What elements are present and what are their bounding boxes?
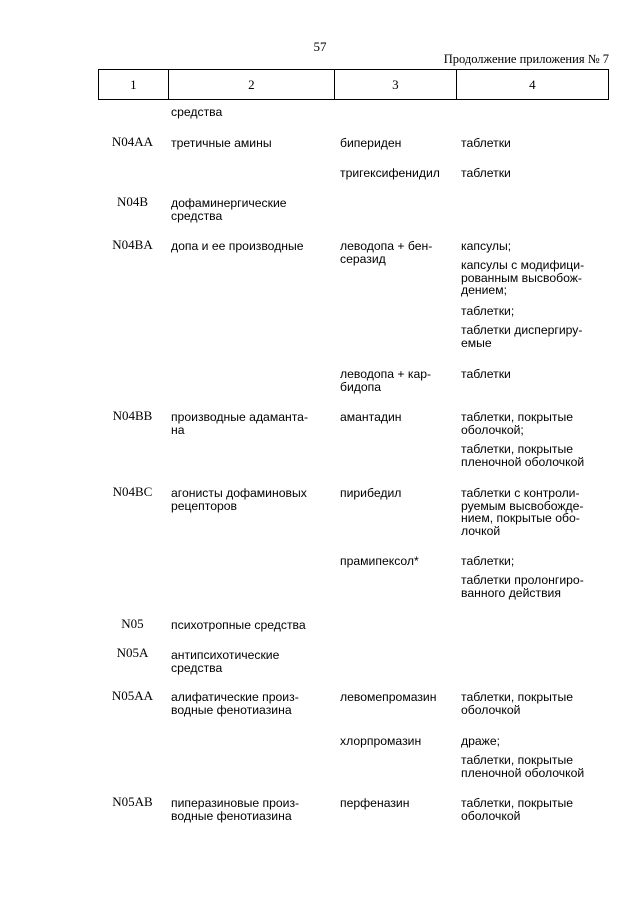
header-col-4: 4: [456, 70, 608, 99]
table-cell-drug: прамипексол*: [340, 554, 419, 568]
table-cell-form: таблетки;: [461, 554, 515, 568]
page-number: 57: [313, 39, 327, 54]
header-col-1: 1: [130, 76, 137, 92]
table-cell-code: N04B: [116, 194, 149, 209]
table-cell-drug: амантадин: [340, 410, 402, 424]
table-cell-drug: леводопа + бен- серазид: [340, 239, 433, 266]
table-cell-code: N04BA: [112, 237, 153, 252]
table-cell-code: N05A: [116, 645, 149, 660]
table-cell-drug: бипериден: [340, 136, 402, 150]
table-cell-description: психотропные средства: [171, 618, 306, 632]
table-cell-description: алифатические произ- водные фенотиазина: [171, 690, 299, 717]
table-cell-drug: пирибедил: [340, 486, 402, 500]
table-cell-description: агонисты дофаминовых рецепторов: [171, 486, 307, 513]
table-cell-code: N04BB: [112, 408, 153, 423]
table-cell-form: таблетки;: [461, 304, 515, 318]
table-cell-description: допа и ее производные: [171, 239, 304, 253]
table-cell-form: таблетки, покрытые оболочкой: [461, 796, 574, 823]
header-col-2: 2: [168, 70, 334, 99]
table-cell-drug: хлорпромазин: [340, 734, 422, 748]
table-cell-code: N05: [121, 616, 144, 631]
table-cell-code: N05AB: [112, 794, 153, 809]
table-cell-form: таблетки, покрытые пленочной оболочкой: [461, 442, 585, 469]
table-cell-description: антипсихотические средства: [171, 648, 280, 675]
table-cell-form: таблетки: [461, 367, 511, 381]
table-cell-form: таблетки пролонгиро- ванного действия: [461, 573, 584, 600]
table-cell-form: капсулы с модифици- рованным высвобож- дением;: [461, 258, 585, 297]
table-cell-drug: левомепромазин: [340, 690, 437, 704]
header-col-3: 3: [334, 70, 456, 99]
table-cell-code: N04AA: [111, 134, 154, 149]
table-cell-code: N05AA: [111, 688, 154, 703]
table-cell-form: таблетки, покрытые оболочкой;: [461, 410, 574, 437]
table-cell-form: таблетки, покрытые оболочкой: [461, 690, 574, 717]
table-cell-description: средства: [171, 105, 223, 119]
table-cell-drug: тригексифенидил: [340, 166, 440, 180]
table-cell-form: таблетки диспергиру- емые: [461, 323, 583, 350]
table-cell-drug: леводопа + кар- бидопа: [340, 367, 432, 394]
table-cell-description: третичные амины: [171, 136, 272, 150]
table-cell-form: таблетки: [461, 136, 511, 150]
table-cell-description: дофаминергические средства: [171, 196, 287, 223]
table-cell-form: капсулы;: [461, 239, 512, 253]
table-cell-form: таблетки с контроли- руемым высвобожде- нием, покрытые обо- лочкой: [461, 486, 584, 538]
table-cell-description: производные адаманта- на: [171, 410, 309, 437]
table-cell-form: таблетки, покрытые пленочной оболочкой: [461, 753, 585, 780]
table-cell-form: драже;: [461, 734, 500, 748]
table-cell-description: пиперазиновые произ- водные фенотиазина: [171, 796, 300, 823]
table-cell-drug: перфеназин: [340, 796, 410, 810]
table-cell-form: таблетки: [461, 166, 511, 180]
table-cell-code: N04BC: [112, 484, 153, 499]
appendix-note: Продолжение приложения № 7: [443, 52, 609, 66]
